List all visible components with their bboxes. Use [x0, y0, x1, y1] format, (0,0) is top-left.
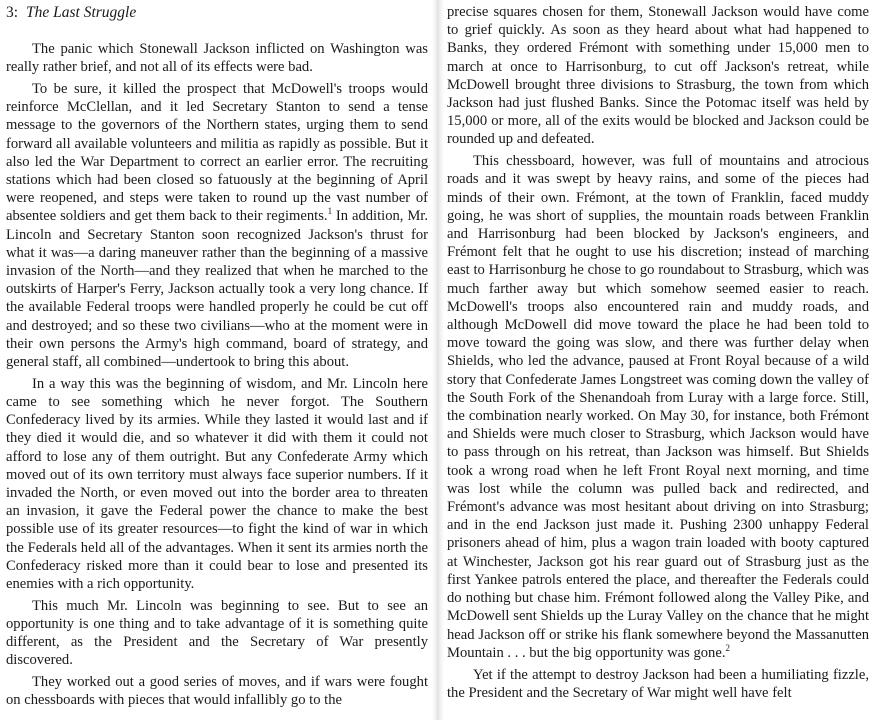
- running-head: [6, 3, 136, 23]
- paragraph: This much Mr. Lincoln was beginning to see. But to see an opportunity is one thing and to take advantage of it is something quite different, as the President and the Secretary of War presently discovered.: [6, 597, 428, 669]
- right-text-column: [447, 3, 869, 702]
- paragraph-text: To be sure, it killed the prospect that McDowell's troops would reinforce McClellan, and it led Secretary Stanton to send a tense message to the governors of the Northern states, urging them to send forward all available volunteers and militia as rapidly as possible. But it also led the War Department to correct an earlier error. The recruiting stations which had been closed so fatuously at the beginning of April were reopened, and steps were taken to round up the vast number of absentee soldiers and get them back to their regiments.: [6, 81, 428, 225]
- footnote-marker: 2: [725, 642, 730, 653]
- paragraph: The panic which Stonewall Jackson inflicted on Washington was really rather brief, and not all of its effects were bad.: [6, 41, 428, 76]
- paragraph: In a way this was the beginning of wisdom, and Mr. Lincoln here came to see something which he never forgot. The Southern Confederacy lived by its armies. While they lasted it would last and if they died it would die, and so whatever it did with them it could not afford to lose any of them outright. But any Confederate Army which moved out of its own territory must always face superior numbers. If it invaded the North, or even moved out into the border area to threaten an invasion, it gave the Federal power the chance to make the best possible use of its greater resources—to fight the kind of war in which the Federals held all of the advantages. When it sent its armies north the Confederacy risked more than it could bear to lose and presented its enemies with a rich opportunity.: [6, 375, 428, 593]
- book-gutter: [432, 0, 444, 720]
- page-number: 3:: [6, 4, 19, 21]
- paragraph: precise squares chosen for them, Stonewall Jackson would have come to grief quickly. As soon as they heard about what had happened to Banks, they ordered Frémont with something under 15,000 men to march at once to Harrisonburg, to cut off Jackson's retreat, while McDowell brought three divisions to Strasburg, the town from which Jackson had just flushed Banks. Since the Potomac itself was held by 15,000 or more, all of the exits would be blocked and Jackson could be rounded up and defeated.: [447, 4, 869, 148]
- paragraph: [447, 152, 869, 662]
- left-page: [0, 0, 430, 720]
- paragraph: Yet if the attempt to destroy Jackson had been a humiliating fizzle, the President and the Secretary of War might well have felt: [447, 666, 869, 701]
- footnote-marker: 1: [327, 206, 333, 217]
- paragraph: They worked out a good series of moves, and if wars were fought on chessboards with pieces that would infallibly go to the: [6, 674, 428, 709]
- right-page: [445, 0, 871, 720]
- paragraph-text: This chessboard, however, was full of mountains and atrocious roads and it was swept by heavy rains, and some of the pieces had minds of their own. Frémont, at the town of Franklin, faced muddy going, he was short of supplies, the mountain roads between Franklin and Harrisonburg had been blocked by Jackson's engineers, and Frémont felt that he ought to use his discretion; instead of marching east to Harrisonburg he chose to go roundabout to Strasburg, which was much farther away but which somehow seemed easier to reach. McDowell's troops also encountered rain and muddy roads, and although McDowell did move toward the place he had been told to move toward the going was slow, and there was further delay when Shields, who led the advance, paused at Front Royal because of a wild story that Confederate James Longstreet was coming down the valley of the South Fork of the Shenandoah from Luray with a large force. Still, the combination nearly worked. On May 30, for instance, both Frémont and Shields were much closer to Strasburg, which Jackson would have to pass through on his retreat, than Jackson was himself. But Shields took a wrong road when he left Front Royal next morning, and time was lost while the column was pulled back and redirected, and Frémont's advance was most hesitant about driving on into Strasburg; and in the end Jackson just made it. Pushing 2300 unhappy Federal prisoners ahead of him, plus a wagon train loaded with booty captured at Winchester, Jackson got his rear guard out of Strasburg just as the first Yankee patrols entered the place, and thereafter the Federals could do nothing but chase him. Frémont followed along the Valley Pike, and McDowell sent Shields up the Luray Valley on the chance that he might head Jackson off or strike his flank somewhere beyond the Massanutten Mountain . . . but the big opportunity was gone.: [447, 153, 869, 661]
- paragraph-text: In addition, Mr. Lincoln and Secretary Stanton soon recognized Jackson's thrust for what it was—a daring maneuver rather than the beginning of a massive invasion of the North—and they realized that when he marched to the outskirts of Harper's Ferry, Jackson actually took a very long chance. If the available Federal troops were handled properly he could be cut off and destroyed; and so these two civilians—who at the moment were in their own persons the Army's high command, board of strategy, and general staff, all combined—undertook to bring this about.: [6, 208, 428, 371]
- left-text-column: [6, 40, 428, 710]
- chapter-title: The Last Struggle: [26, 4, 137, 21]
- paragraph: [6, 80, 428, 371]
